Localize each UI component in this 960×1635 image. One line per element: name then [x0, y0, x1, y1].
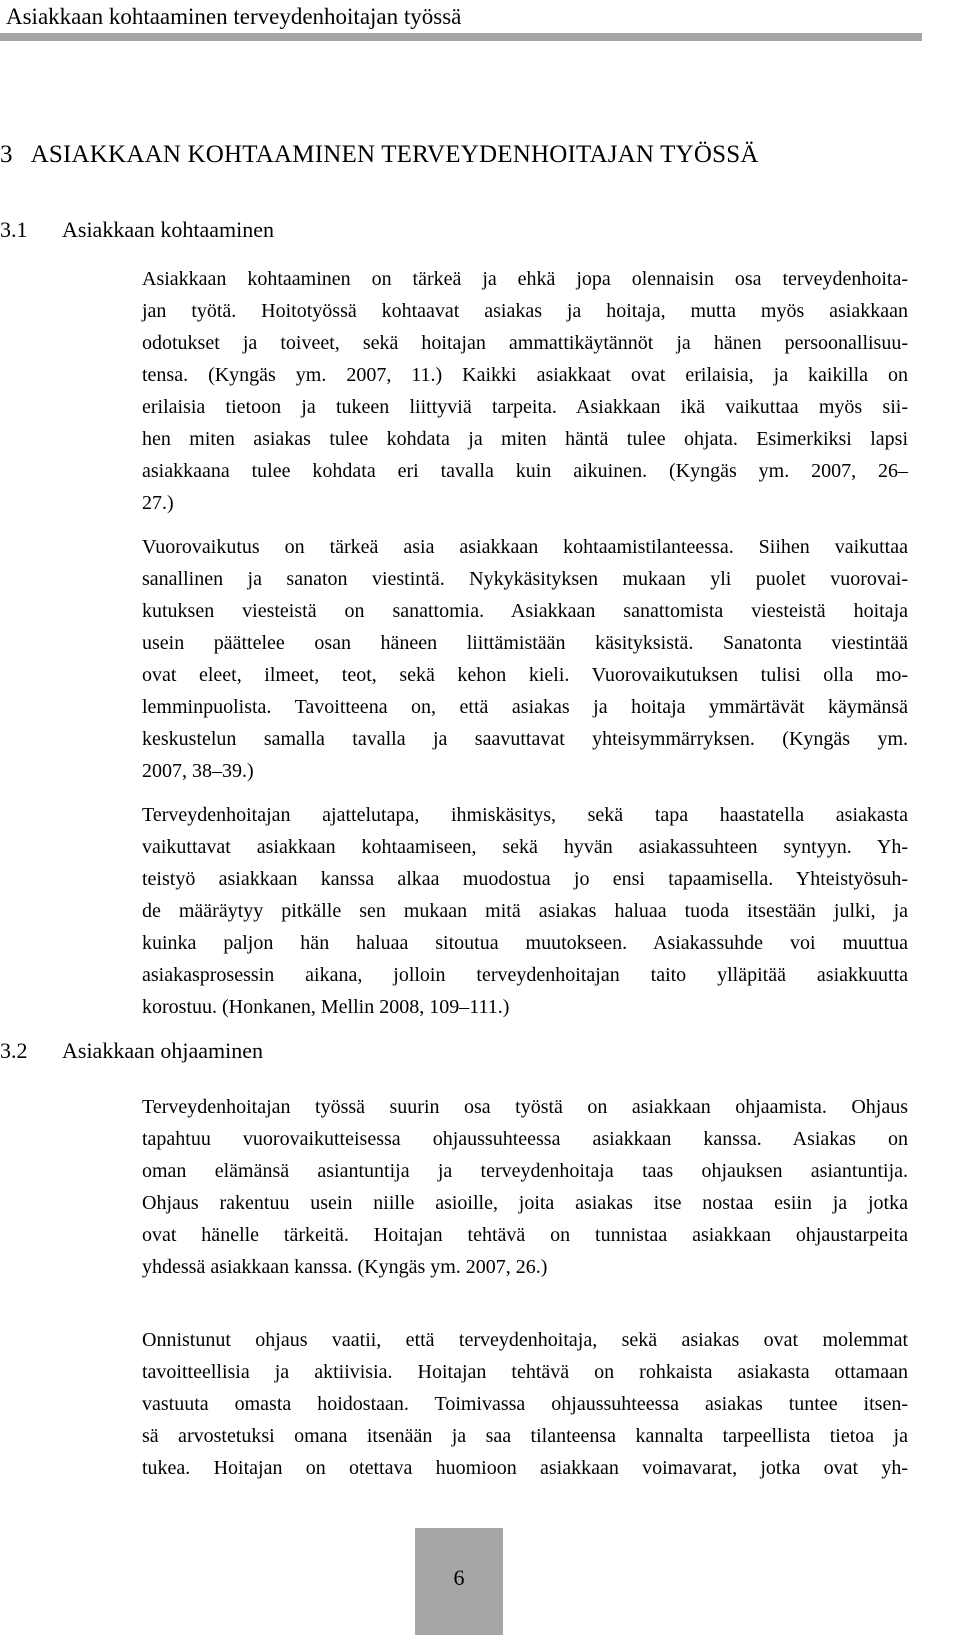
paragraph-3: [142, 799, 908, 1023]
paragraph-line: 2007, 38–39.): [142, 760, 254, 782]
paragraph-line: keskustelun samalla tavalla ja saavuttavat yhteisymmärryksen. (Kyngäs ym.: [142, 728, 908, 750]
paragraph-line: korostuu. (Honkanen, Mellin 2008, 109–111.): [142, 996, 510, 1018]
paragraph-line: lemminpuolista. Tavoitteena on, että asiakas ja hoitaja ymmärtävät käymänsä: [142, 696, 908, 718]
paragraph-line: tavoitteellisia ja aktiivisia. Hoitajan tehtävä on rohkaista asiakasta ottamaan: [142, 1361, 908, 1383]
paragraph-line: vastuuta omasta hoidostaan. Toimivassa ohjaussuhteessa asiakas tuntee itsen-: [142, 1393, 908, 1415]
paragraph-line: jan työtä. Hoitotyössä kohtaavat asiakas ja hoitaja, mutta myös asiakkaan: [142, 300, 908, 322]
paragraph-line: odotukset ja toiveet, sekä hoitajan ammattikäytännöt ja hänen persoonallisuu-: [142, 332, 908, 354]
paragraph-line: ovat eleet, ilmeet, teot, sekä kehon kieli. Vuorovaikutuksen tulisi olla mo-: [142, 664, 908, 686]
paragraph-line: vaikuttavat asiakkaan kohtaamiseen, sekä hyvän asiakassuhteen syntyyn. Yh-: [142, 836, 908, 858]
paragraph-line: ovat hänelle tärkeitä. Hoitajan tehtävä on tunnistaa asiakkaan ohjaustarpeita: [142, 1224, 908, 1246]
paragraph-line: sä arvostetuksi omana itsenään ja saa tilanteensa kannalta tarpeellista tietoa ja: [142, 1425, 908, 1447]
paragraph-line: Onnistunut ohjaus vaatii, että terveydenhoitaja, sekä asiakas ovat molemmat: [142, 1329, 908, 1351]
paragraph-line: tukea. Hoitajan on otettava huomioon asiakkaan voimavarat, jotka ovat yh-: [142, 1457, 908, 1479]
page-number: 6: [453, 1565, 465, 1590]
paragraph-line: tensa. (Kyngäs ym. 2007, 11.) Kaikki asiakkaat ovat erilaisia, ja kaikilla on: [142, 364, 908, 386]
paragraph-line: asiakasprosessin aikana, jolloin terveydenhoitajan taito ylläpitää asiakkuutta: [142, 964, 908, 986]
paragraph-line: sanallinen ja sanaton viestintä. Nykykäsityksen mukaan yli puolet vuorovai-: [142, 568, 908, 590]
paragraph-line: Vuorovaikutus on tärkeä asia asiakkaan kohtaamistilanteessa. Siihen vaikuttaa: [142, 536, 908, 558]
paragraph-line: Terveydenhoitajan ajattelutapa, ihmiskäsitys, sekä tapa haastatella asiakasta: [142, 804, 908, 826]
paragraph-line: asiakkaana tulee kohdata eri tavalla kuin aikuinen. (Kyngäs ym. 2007, 26–: [142, 460, 908, 482]
paragraph-5: [142, 1324, 908, 1484]
paragraph-line: de määräytyy pitkälle sen mukaan mitä asiakas haluaa tuoda itsestään julki, ja: [142, 900, 908, 922]
paragraph-line: kuinka paljon hän haluaa sitoutua muutokseen. Asiakassuhde voi muuttua: [142, 932, 908, 954]
paragraph-line: hen miten asiakas tulee kohdata ja miten häntä tulee ohjata. Esimerkiksi lapsi: [142, 428, 908, 450]
paragraph-line: 27.): [142, 492, 174, 514]
section-heading-3-2: [0, 1037, 263, 1065]
paragraph-line: erilaisia tietoon ja tukeen liittyviä tarpeita. Asiakkaan ikä vaikuttaa myös sii-: [142, 396, 908, 418]
paragraph-1: [142, 263, 908, 519]
paragraph-2: [142, 531, 908, 787]
section-number: 3.1: [0, 217, 28, 242]
paragraph-line: tapahtuu vuorovaikutteisessa ohjaussuhteessa asiakkaan kanssa. Asiakas on: [142, 1128, 908, 1150]
paragraph-line: oman elämänsä asiantuntija ja terveydenhoitaja taas ohjauksen asiantuntija.: [142, 1160, 908, 1182]
running-header-title: Asiakkaan kohtaaminen terveydenhoitajan työssä: [6, 4, 462, 29]
section-heading-3-1: [0, 216, 274, 244]
paragraph-line: Terveydenhoitajan työssä suurin osa työstä on asiakkaan ohjaamista. Ohjaus: [142, 1096, 908, 1118]
section-title: Asiakkaan kohtaaminen: [62, 217, 274, 242]
paragraph-line: kutuksen viesteistä on sanattomia. Asiakkaan sanattomista viesteistä hoitaja: [142, 600, 908, 622]
paragraph-line: yhdessä asiakkaan kanssa. (Kyngäs ym. 2007, 26.): [142, 1256, 548, 1278]
header-rule: [0, 33, 922, 41]
section-title: Asiakkaan ohjaaminen: [62, 1038, 263, 1063]
paragraph-line: Asiakkaan kohtaaminen on tärkeä ja ehkä jopa olennaisin osa terveydenhoita-: [142, 268, 908, 290]
section-number: 3.2: [0, 1038, 28, 1063]
chapter-title: 3 ASIAKKAAN KOHTAAMINEN TERVEYDENHOITAJAN TYÖSSÄ: [0, 141, 759, 168]
page-number-box: [415, 1528, 503, 1635]
paragraph-4: [142, 1091, 908, 1283]
paragraph-line: usein päättelee osan häneen liittämistään käsityksistä. Sanatonta viestintää: [142, 632, 908, 654]
running-header: [0, 0, 960, 50]
paragraph-line: Ohjaus rakentuu usein niille asioille, joita asiakas itse nostaa esiin ja jotka: [142, 1192, 908, 1214]
paragraph-line: teistyö asiakkaan kanssa alkaa muodostua jo ensi tapaamisella. Yhteistyösuh-: [142, 868, 908, 890]
